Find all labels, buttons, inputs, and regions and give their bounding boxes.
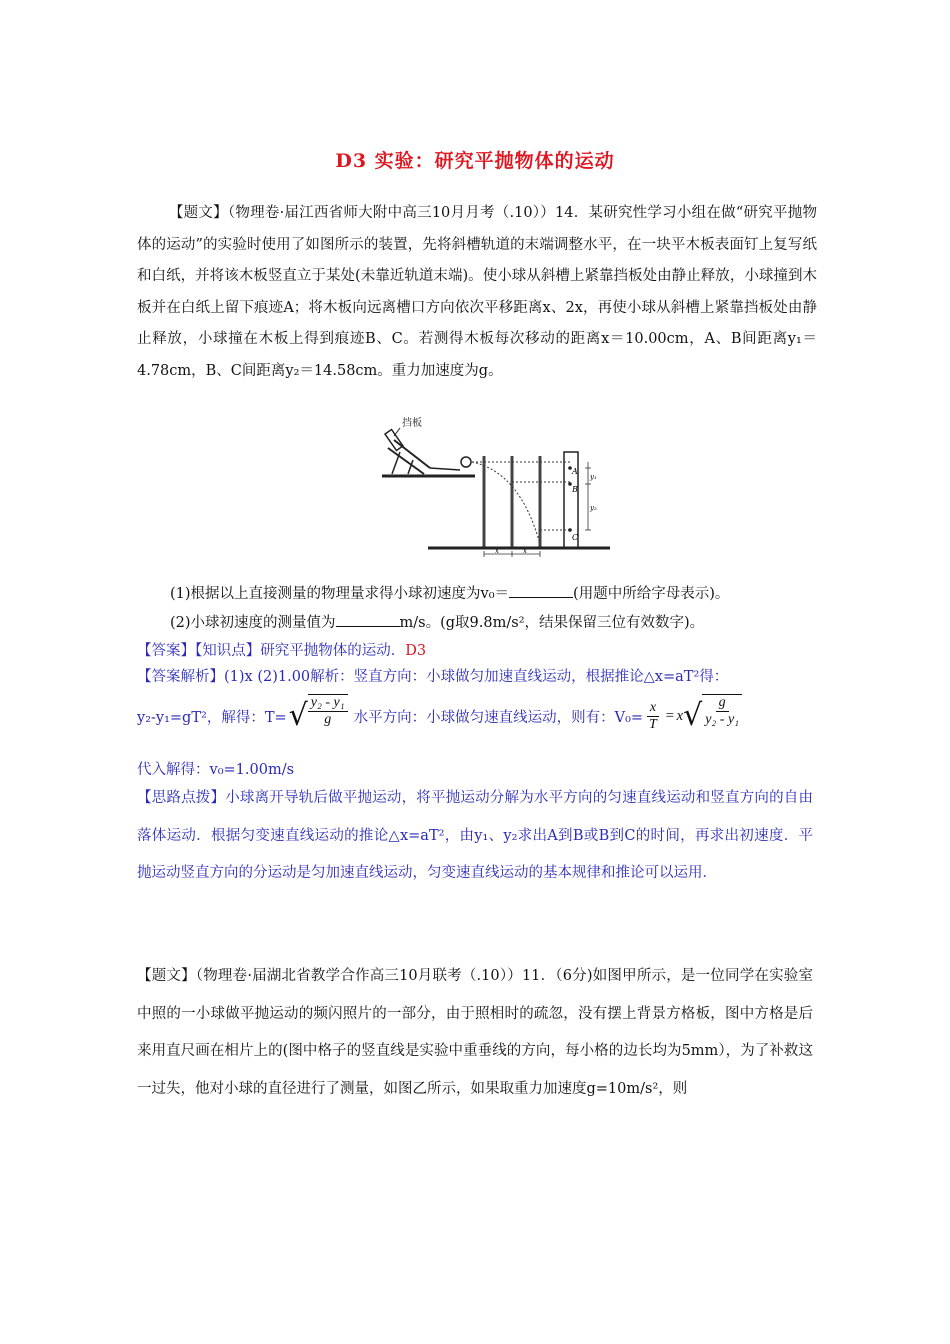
frac-v-numerator: x	[647, 700, 659, 717]
sqrt-g-formula: √ $\frac{g}{\text{y₂ - y₁}}$	[683, 694, 742, 738]
analysis-line-1: 【答案解析】(1)x (2)1.00解析：竖直方向：小球做匀加速直线运动，根据推论△x=aT²得：	[137, 669, 729, 685]
label-dangban: 挡板	[402, 418, 422, 429]
problem2-text: 【题文】（物理卷·届湖北省教学合作高三10月联考（.10））11．（6分)如图甲所示，是一位同学在实验室中照的一小球做平抛运动的频闪照片的一部分，由于照相时的疏忽，没有摆上背景方格板，图中方格是后来用直尺画在相片上的(图中格子的竖直线是实验中重垂线的方向，每小格的边长均为5mm），为了补救这一过失，他对小球的直径进行了测量，如图乙所示，如果取重力加速度g=10m/s²，则	[137, 968, 813, 1097]
answer-line	[137, 639, 426, 660]
frac-t-denominator: g	[324, 712, 332, 727]
problem1-text: 【题文】（物理卷·届江西省师大附中高三10月月考（.10））14．某研究性学习小组在做“研究平抛物体的运动”的实验时使用了如图所示的装置，先将斜槽轨道的末端调整水平，在一块平木板表面钉上复写纸和白纸，并将该木板竖直立于某处(未靠近轨道末端)。使小球从斜槽上紧靠挡板处由静止释放，小球撞到木板并在白纸上留下痕迹A；将木板向远离槽口方向依次平移距离x、2x，再使小球从斜槽上紧靠挡板处由静止释放，小球撞在木板上得到痕迹B、C。若测得木板每次移动的距离x＝10.00cm，A、B间距离y₁＝4.78cm，B、C间距离y₂＝14.58cm。重力加速度为g。	[137, 205, 817, 379]
question-1-suffix: (用题中所给字母表示)。	[573, 586, 730, 602]
label-b: B	[572, 485, 578, 494]
frac-t-numerator: y₂ - y₁	[308, 695, 348, 712]
frac-v	[646, 700, 660, 733]
answer-tag: 【答案】【知识点】研究平抛物体的运动．	[137, 643, 406, 659]
question-2-suffix: m/s。(g取9.8m/s²，结果保留三位有效数字)。	[399, 615, 705, 631]
frac-g-numerator: g	[716, 695, 729, 712]
answer-code: D3	[405, 643, 427, 659]
label-y2: y₂	[590, 504, 597, 512]
question-1-blank	[509, 583, 573, 598]
analysis-line-2: y₂-y₁=gT²，解得：T= √ $\frac{\text{y₂ - y₁}}{g}$ 水平方向：小球做匀速直线运动，则有：V₀= $\frac{x}{T}$ = x √ $\frac{g}{\text{y₂ - y₁}}$	[137, 694, 742, 738]
sqrt-t-formula: √ $\frac{\text{y₂ - y₁}}{g}$	[289, 694, 348, 738]
label-y1: y₁	[590, 473, 597, 481]
label-x2: x	[523, 547, 527, 555]
page-title: D3 实验：研究平抛物体的运动	[335, 150, 615, 172]
question-2-prefix: (2)小球初速度的测量值为	[170, 615, 336, 631]
question-2	[170, 611, 704, 632]
analysis-line-2a: y₂-y₁=gT²，解得：T=	[137, 709, 287, 726]
analysis-line-3: 代入解得：v₀=1.00m/s	[137, 762, 295, 778]
label-x1: x	[495, 547, 499, 555]
question-1	[170, 582, 729, 603]
label-c: C	[572, 533, 579, 542]
label-a: A	[572, 467, 578, 476]
question-1-prefix: (1)根据以上直接测量的物理量求得小球初速度为v₀＝	[170, 586, 510, 602]
experiment-figure	[380, 412, 610, 558]
question-2-blank	[336, 612, 400, 627]
x-factor: x	[676, 707, 684, 724]
analysis-line-2b: 水平方向：小球做匀速直线运动，则有：V₀=	[353, 709, 644, 726]
frac-v-denominator: T	[649, 716, 657, 732]
hint-text: 【思路点拨】小球离开导轨后做平抛运动，将平抛运动分解为水平方向的匀速直线运动和竖直方向的自由落体运动．根据匀变速直线运动的推论△x=aT²，由y₁、y₂求出A到B或B到C的时间，再求出初速度．平抛运动竖直方向的分运动是匀加速直线运动，匀变速直线运动的基本规律和推论可以运用．	[137, 790, 813, 881]
frac-g-denominator: y₂ - y₁	[705, 712, 740, 727]
